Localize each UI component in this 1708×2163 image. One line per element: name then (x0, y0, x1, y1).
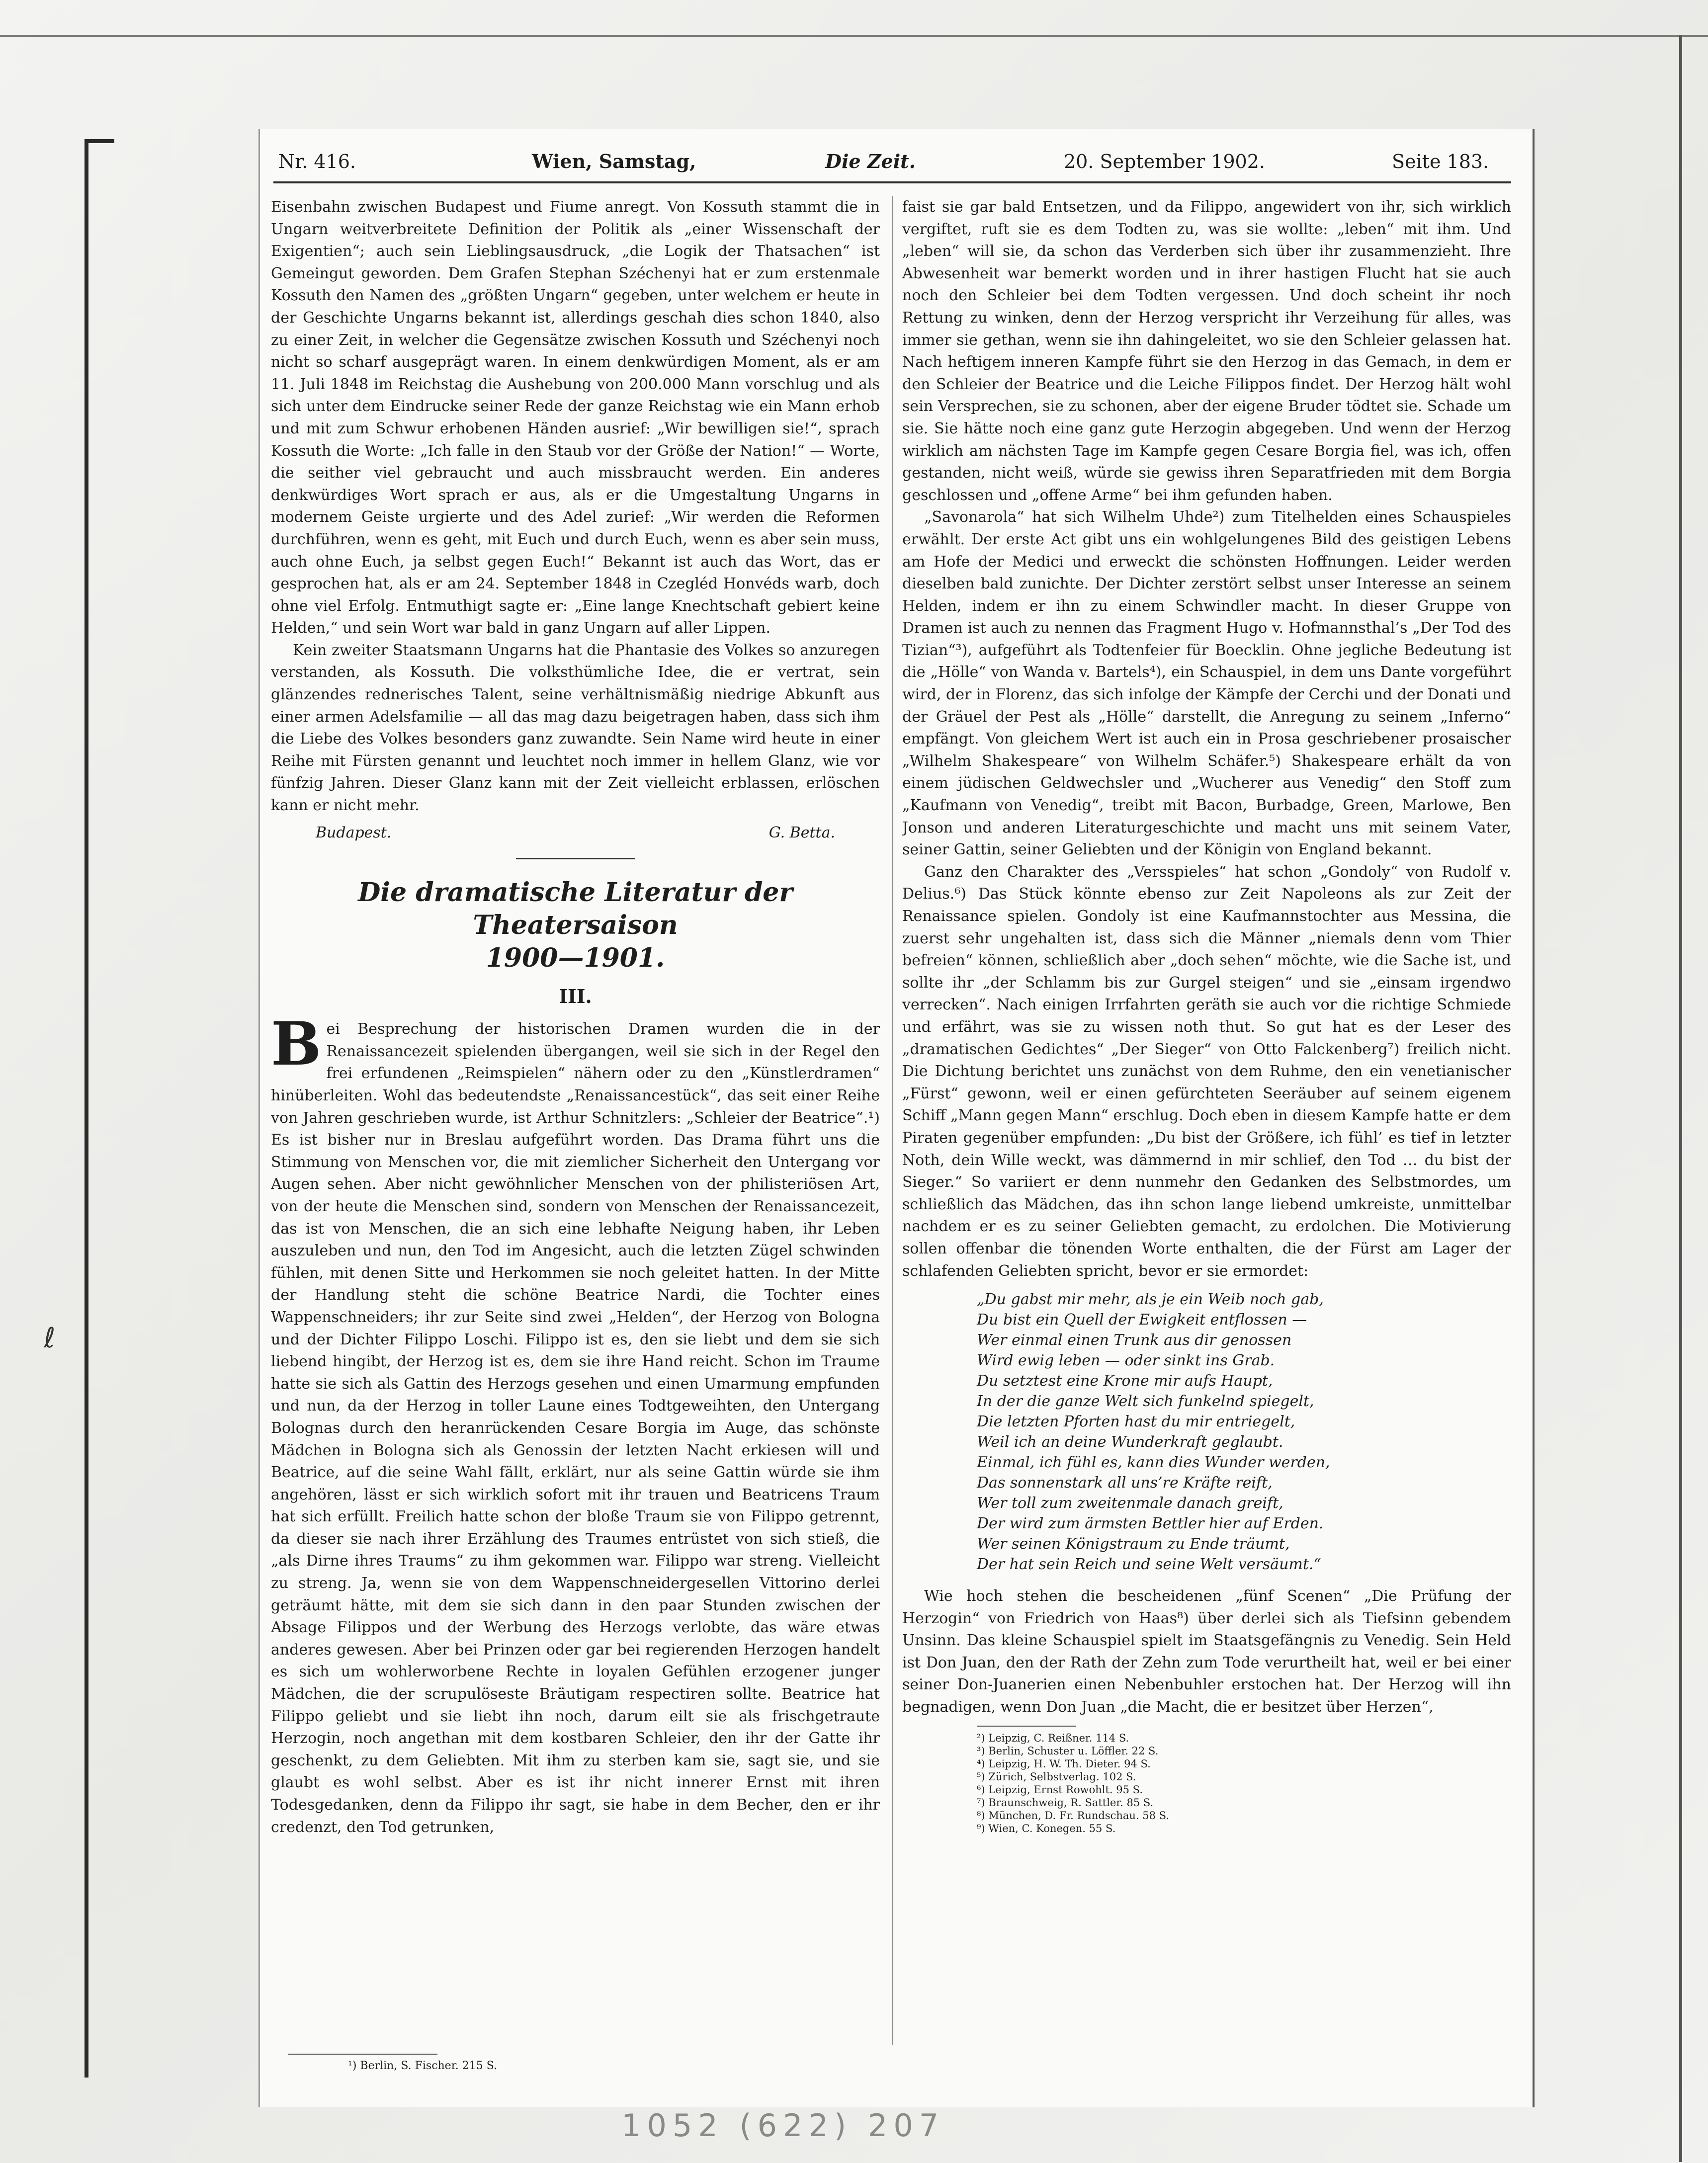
article-paragraph-3: „Savonarola“ hat sich Wilhelm Uhde²) zum Titelhelden eines Schauspieles erwählt. Der erste Act gibt uns ein wohlgelungenes Bild des geistigen Lebens am Hofe der Medici und erweckt die schönsten Hoffnungen. Leider werden dieselben bald zunichte. Der Dichter zerstört selbst unser Interesse an seinem Helden, indem er ihn zu einem Schwindler macht. In dieser Gruppe von Dramen ist auch zu nennen das Fragment Hugo v. Hofmannsthal’s „Der Tod des Tizian“³), aufgeführt als Todtenfeier für Boecklin. Ohne jegliche Bedeutung ist die „Hölle“ von Wanda v. Bartels⁴), ein Schauspiel, in dem uns Dante vorgeführt wird, der in Florenz, das sich infolge der Kämpfe der Cerchi und der Donati und der Gräuel der Pest als „Hölle“ darstellt, die Anregung zu seinem „Inferno“ empfängt. Von gleichem Wert ist auch ein in Prosa geschriebener prosaischer „Wilhelm Shakespeare“ von Wilhelm Schäfer.⁵) Shakespeare erhält da von einem jüdischen Geldwechsler und „Wucherer aus Venedig“ den Stoff zum „Kaufmann von Venedig“, treibt mit Bacon, Burbadge, Green, Marlowe, Ben Jonson und anderen Literaturgeschichte und macht uns mit seinem Vater, seiner Gattin, seiner Geliebten und der Königin von England bekannt. (902, 508, 1511, 859)
footnote: ⁴) Leipzig, H. W. Th. Dieter. 94 S. (977, 1757, 1151, 1770)
signature-place: Budapest. (316, 824, 392, 841)
poem-line: Einmal, ich fühl es, kann dies Wunder werden, (977, 1454, 1330, 1472)
issue-number: Nr. 416. (278, 151, 356, 172)
article-headline: Die dramatische Literatur der Theatersaison (358, 877, 793, 941)
left-footnote: ¹) Berlin, S. Fischer. 215 S. (348, 2060, 498, 2072)
poem-line: Der hat sein Reich und seine Welt versäumt.“ (977, 1556, 1321, 1574)
issue-date: 20. September 1902. (1064, 151, 1265, 172)
scan-top-edge (0, 35, 1708, 37)
section-separator (516, 858, 635, 859)
poem-line: Wer toll zum zweitenmale danach greift, (977, 1495, 1283, 1512)
footnote: ⁵) Zürich, Selbstverlag. 102 S. (977, 1770, 1136, 1783)
footnotes (977, 1732, 1511, 1835)
page-number: Seite 183. (1392, 151, 1489, 172)
newspaper-title: Die Zeit. (825, 150, 916, 172)
footnote: ⁶) Leipzig, Ernst Rowohlt. 95 S. (977, 1783, 1143, 1796)
place-day: Wien, Samstag, (532, 150, 696, 172)
poem-line: Weil ich an deine Wunderkraft geglaubt. (977, 1433, 1283, 1451)
article-paragraph-2: faist sie gar bald Entsetzen, und da Filippo, angewidert von ihr, sich wirklich vergiftet, ruft sie es dem Todten zu, was sie wollte: „leben“ mit ihm. Und „leben“ will sie, da schon das Verderben sich über ihr zusammenzieht. Ihre Abwesenheit war bemerkt worden und in ihrer hastigen Flucht hat sie auch noch den Schleier bei dem Todten vergessen. Und doch scheint ihr noch Rettung zu winken, denn der Herzog verspricht ihr Verzeihung für alles, was immer sie gethan, wenn sie ihn dahingeleitet, wo sie den Schleier gelassen hat. Nach heftigem inneren Kampfe führt sie den Herzog in das Gemach, in dem er den Schleier der Beatrice und die Leiche Filippos findet. Der Herzog hält wohl sein Versprechen, sie zu schonen, aber der eigene Bruder tödtet sie. Schade um sie. Sie hätte noch eine ganz gute Herzogin abgegeben. Und wenn der Herzog wirklich am nächsten Tage im Kampfe gegen Cesare Borgia fiel, was ich, offen gestanden, nicht weiß, würde sie gewiss ihren Separatfrieden mit dem Borgia geschlossen und „offene Arme“ bei ihm gefunden haben. (902, 198, 1511, 504)
poem-line: Wer seinen Königstraum zu Ende träumt, (977, 1535, 1290, 1553)
footnote: ²) Leipzig, C. Reißner. 114 S. (977, 1732, 1129, 1744)
signature-author: G. Betta. (769, 824, 835, 841)
article-paragraph-4: Ganz den Charakter des „Versspieles“ hat schon „Gondoly“ von Rudolf v. Delius.⁶) Das Stück könnte ebenso zur Zeit Napoleons als zur Zeit der Renaissance spielen. Gondoly ist eine Kaufmannstochter aus Messina, die zuerst sehr ungehalten ist, dass sich die Männer „niemals denn vom Thier befreien“ können, schließlich aber „doch sehen“ möchte, wie die Sache ist, und sollte ihr „der Schlamm bis zur Gurgel steigen“ und sie „einsam irgendwo verrecken“. Nach einigen Irrfahrten geräth sie auch vor die richtige Schmiede und erfährt, was sie zu wissen noth thut. So gut hat es der Leser des „dramatischen Gedichtes“ „Der Sieger“ von Otto Falckenberg⁷) freilich nicht. Die Dichtung berichtet uns zunächst von dem Ruhme, den ein venetianischer „Fürst“ gewonn, weil er einen gefürchteten Seeräuber auf seinem eigenem Schiff „Mann gegen Mann“ erschlug. Doch eben in diesem Kampfe hatte er dem Piraten gegenüber empfunden: „Du bist der Größere, ich fühl’ es tief in letzter Noth, dein Wille weckt, was dämmernd in mir schlief, den Tod … du bist der Sieger.“ So variiert er denn nunmehr den Gedanken des Selbstmordes, um schließlich das Mädchen, das ihn schon lange liebend umkreiste, unmittelbar nachdem er es zu seiner Geliebten gemacht, zu erdolchen. Die Motivierung sollen offenbar die tönenden Worte enthalten, die der Fürst am Lager der schlafenden Geliebten spricht, bevor er sie ermordet: (902, 863, 1511, 1280)
handwritten-archive-number: 1052 (622) 207 (621, 2107, 945, 2144)
article-part-number: III. (559, 985, 592, 1008)
column-divider (892, 196, 893, 2045)
kossuth-paragraph-1: Eisenbahn zwischen Budapest und Fiume anregt. Von Kossuth stammt die in Ungarn weitverbreitete Definition der Politik als „einer Wissenschaft der Exigentien“; auch sein Lieblingsausdruck, „die Logik der Thatsachen“ ist Gemeingut geworden. Dem Grafen Stephan Széchenyi hat er zum erstenmale Kossuth den Namen des „größten Ungarn“ gegeben, unter welchem er heute in der Geschichte Ungarns bekannt ist, allerdings geschah dies schon 1840, also zu einer Zeit, in welcher die Gegensätze zwischen Kossuth und Széchenyi noch nicht so scharf ausgeprägt waren. In einem denkwürdigen Moment, als er am 11. Juli 1848 im Reichstag die Aushebung von 200.000 Mann vorschlug und als sich unter dem Eindrucke seiner Rede der ganze Reichstag wie ein Mann erhob und mit zum Schwur erhobenen Händen ausrief: „Wir bewilligen sie!“, sprach Kossuth die Worte: „Ich falle in den Staub vor der Größe der Nation!“ — Worte, die seither viel gebraucht und auch missbraucht werden. Ein anderes denkwürdiges Wort sprach er aus, als er die Umgestaltung Ungarns in modernem Geiste urgierte und des Adel zurief: „Wir werden die Reformen durchführen, wenn es geht, mit Euch und durch Euch, wenn es aber sein muss, auch ohne Euch, ja selbst gegen Euch!“ Bekannt ist auch das Wort, das er gesprochen hat, als er am 24. September 1848 in Czegléd Honvéds warb, doch ohne viel Erfolg. Entmuthigt sagte er: „Eine lange Knechtschaft gebiert keine Helden,“ und sein Wort war bald in ganz Ungarn auf aller Lippen. (271, 198, 880, 637)
drop-cap: B (271, 1009, 322, 1080)
poem-line: In der die ganze Welt sich funkelnd spiegelt, (977, 1393, 1314, 1411)
article-paragraph-5: Wie hoch stehen die bescheidenen „fünf Scenen“ „Die Prüfung der Herzogin“ von Friedrich von Haas⁸) über derlei sich als Tiefsinn gebendem Unsinn. Das kleine Schauspiel spielt im Staatsgefängnis zu Venedig. Sein Held ist Don Juan, den der Rath der Zehn zum Tode verurtheilt hat, weil er bei einer seiner Don-Juanerien einen Nebenbuhler erstochen hat. Der Herzog will ihn begnadigen, wenn Don Juan „die Macht, die er besitzet über Herzen“, (902, 1587, 1511, 1716)
footnote: ⁸) München, D. Fr. Rundschau. 58 S. (977, 1809, 1169, 1822)
right-column (902, 196, 1511, 2075)
page-header (278, 147, 1506, 176)
poem-line: Die letzten Pforten hast du mir entriegelt, (977, 1413, 1295, 1431)
signature-line (271, 822, 880, 844)
poem-line: Der wird zum ärmsten Bettler hier auf Erden. (977, 1515, 1324, 1533)
margin-pencil-mark: ℓ (44, 1322, 56, 1354)
poem-line: Wer einmal einen Trunk aus dir genossen (977, 1331, 1292, 1349)
frame-marker-tick (85, 139, 114, 143)
footnote: ³) Berlin, Schuster u. Löffler. 22 S. (977, 1745, 1159, 1757)
footnote-rule (977, 1726, 1076, 1727)
left-footnote-rule (288, 2054, 437, 2055)
article-paragraph-1: ei Besprechung der historischen Dramen wurden die in der Renaissancezeit spielenden übergangen, weil sie sich in der Regel den frei erfundenen „Reimspielen“ nähern oder zu den „Künstlerdramen“ hinüberleiten. Wohl das bedeutendste „Renaissancestück“, das seit einer Reihe von Jahren geschrieben wurde, ist Arthur Schnitzlers: „Schleier der Beatrice“.¹) Es ist bisher nur in Breslau aufgeführt worden. Das Drama führt uns die Stimmung von Menschen vor, die mit ziemlicher Sicherheit den Untergang vor Augen sehen. Aber nicht gewöhnlicher Menschen von der philisteriösen Art, von der heute die Menschen sind, sondern von Menschen der Renaissancezeit, das ist von Menschen, die an sich eine lebhafte Neigung haben, ihr Leben auszuleben und nun, den Tod im Angesicht, auch die letzten Zügel schwinden fühlen, mit denen Sitte und Herkommen sie noch geleitet hatten. In der Mitte der Handlung steht die schöne Beatrice Nardi, die Tochter eines Wappenschneiders; ihr zur Seite sind zwei „Helden“, der Herzog von Bologna und der Dichter Filippo Loschi. Filippo ist es, den sie liebt und dem sie sich liebend hingibt, der Herzog ist es, dem sie ihre Hand reicht. Schon im Traume hatte sie sich als Gattin des Herzogs gesehen und einen Umarmung empfunden und nun, da der Herzog in toller Laune eines Todtgeweihten, den Untergang Bolognas durch den heranrückenden Cesare Borgia im Auge, das schönste Mädchen in Bologna sich als Genossin der letzten Nacht erkiesen will und Beatrice, auf die seine Wahl fällt, erklärt, nur als seine Gattin würde sie ihm angehören, lässt er sich wirklich sofort mit ihr trauen und Beatricens Traum hat sich erfüllt. Freilich hatte schon der bloße Traum sie von Filippo getrennt, da dieser sie nach ihrer Erzählung des Traumes entrüstet von sich stieß, die „als Dirne ihres Traums“ zu ihm gekommen war. Filippo war streng. Vielleicht zu streng. Ja, wenn sie von dem Wappenschneidergesellen Vittorino derlei geträumt hätte, mit dem sie sich dann in den paar Stunden zwischen der Absage Filippos und der Werbung des Herzogs verlobte, das wäre etwas anderes gewesen. Aber bei Prinzen oder gar bei regierenden Herzogen handelt es sich um wohlerworbene Rechte in loyalen Gefühlen erzogener junger Mädchen, die der scrupulöseste Bräutigam respectiren sollte. Beatrice hat Filippo geliebt und sie liebt ihn noch, darum eilt sie als frischgetraute Herzogin, noch angethan mit dem kostbaren Schleier, den ihr der Gatte ihr geschenkt, zu dem Geliebten. Mit ihm zu sterben kam sie, sagt sie, und sie glaubt es wohl selbst. Aber es ist ihr nicht innerer Ernst mit ihren Todesgedanken, denn da Filippo ihr sagt, sie habe in dem Becher, den er ihr credenzt, den Tod getrunken, (271, 1020, 880, 1836)
frame-marker-vertical (85, 139, 88, 2078)
poem-line: Du setztest eine Krone mir aufs Haupt, (977, 1372, 1273, 1390)
scan-right-edge (1679, 35, 1682, 2162)
poem-line: Du bist ein Quell der Ewigkeit entflossen — (977, 1311, 1307, 1329)
footnote: ⁷) Braunschweig, R. Sattler. 85 S. (977, 1796, 1154, 1809)
kossuth-paragraph-2: Kein zweiter Staatsmann Ungarns hat die Phantasie des Volkes so anzuregen verstanden, als Kossuth. Die volksthümliche Idee, die er vertrat, sein glänzendes rednerisches Talent, seine verhältnismäßig niedrige Abkunft aus einer armen Adelsfamilie — all das mag dazu beigetragen haben, dass sich ihm die Liebe des Volkes besonders ganz zuwandte. Sein Name wird heute in einer Reihe mit Fürsten genannt und leuchtet noch immer in hellem Glanz, wie vor fünfzig Jahren. Dieser Glanz kann mit der Zeit vielleicht erblassen, erlöschen kann er nicht mehr. (271, 641, 880, 815)
article-headline-years: 1900—1901. (486, 943, 665, 974)
poem-line: Das sonnenstark all uns’re Kräfte reift, (977, 1474, 1273, 1492)
footnote: ⁹) Wien, C. Konegen. 55 S. (977, 1822, 1116, 1834)
header-rule (273, 181, 1511, 183)
poem-line: Wird ewig leben — oder sinkt ins Grab. (977, 1352, 1275, 1370)
quoted-poem (977, 1289, 1511, 1575)
poem-line: „Du gabst mir mehr, als je ein Weib noch gab, (977, 1291, 1324, 1309)
left-column (271, 196, 880, 2075)
